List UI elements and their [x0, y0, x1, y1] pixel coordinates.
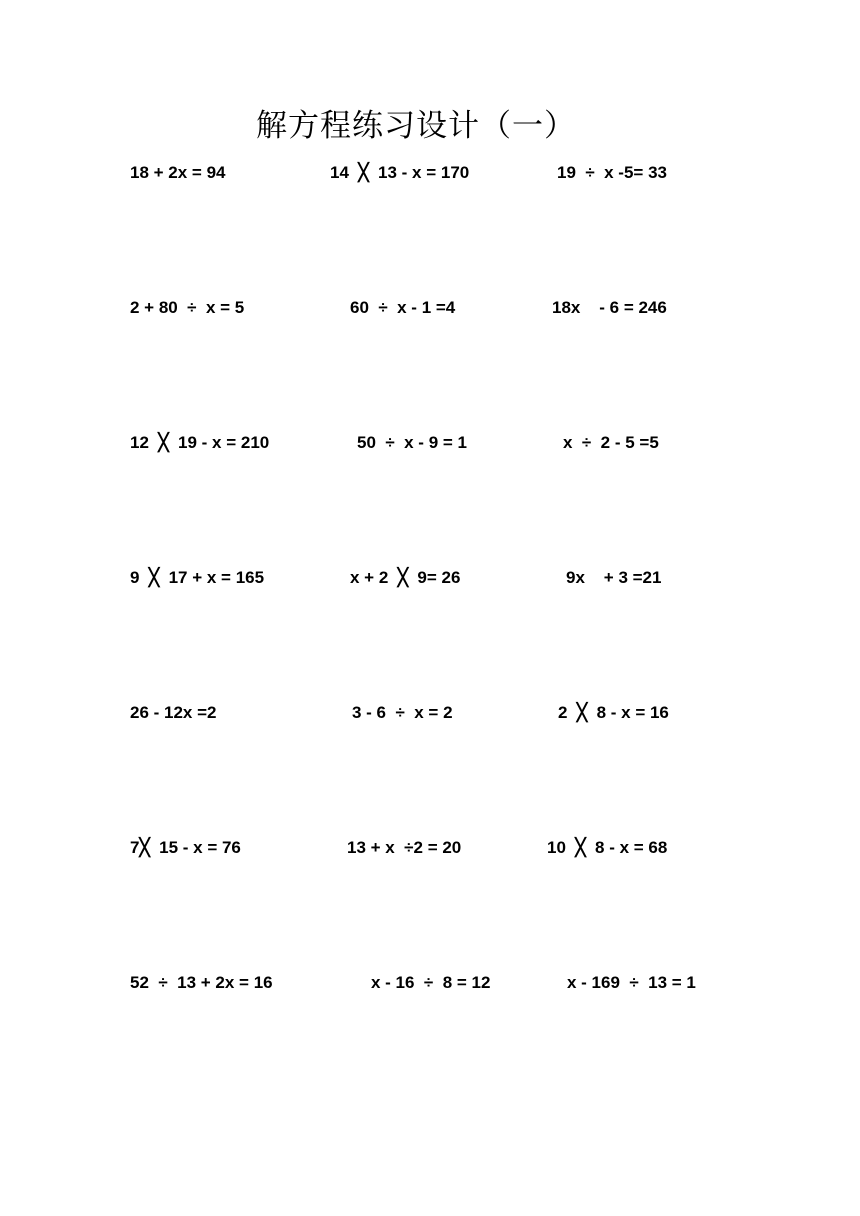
- equation-r5-c3: 2 ╳ 8 - x = 16: [558, 703, 669, 722]
- equation-r3-c3: x ÷ 2 - 5 =5: [563, 433, 659, 452]
- equation-r2-c1: 2 + 80 ÷ x = 5: [130, 298, 245, 317]
- equation-r1-c1: 18 + 2x = 94: [130, 163, 226, 182]
- equation-r5-c1: 26 - 12x =2: [130, 703, 217, 722]
- equation-r7-c1: 52 ÷ 13 + 2x = 16: [130, 973, 273, 992]
- equation-r4-c3: 9x + 3 =21: [566, 568, 662, 587]
- equation-r6-c1: 7╳ 15 - x = 76: [130, 838, 241, 857]
- worksheet-title: 解方程练习设计（一）: [256, 108, 576, 144]
- equation-r6-c2: 13 + x ÷2 = 20: [347, 838, 462, 857]
- equation-r5-c2: 3 - 6 ÷ x = 2: [352, 703, 453, 722]
- equation-r2-c3: 18x - 6 = 246: [552, 298, 667, 317]
- equation-r4-c2: x + 2 ╳ 9= 26: [350, 568, 461, 587]
- equation-r7-c2: x - 16 ÷ 8 = 12: [371, 973, 491, 992]
- equation-r2-c2: 60 ÷ x - 1 =4: [350, 298, 456, 317]
- equation-r7-c3: x - 169 ÷ 13 = 1: [567, 973, 696, 992]
- equation-r3-c1: 12 ╳ 19 - x = 210: [130, 433, 270, 452]
- equation-r1-c3: 19 ÷ x -5= 33: [557, 163, 667, 182]
- equation-r3-c2: 50 ÷ x - 9 = 1: [357, 433, 467, 452]
- equation-r6-c3: 10 ╳ 8 - x = 68: [547, 838, 668, 857]
- equation-r1-c2: 14 ╳ 13 - x = 170: [330, 163, 470, 182]
- equation-r4-c1: 9 ╳ 17 + x = 165: [130, 568, 265, 587]
